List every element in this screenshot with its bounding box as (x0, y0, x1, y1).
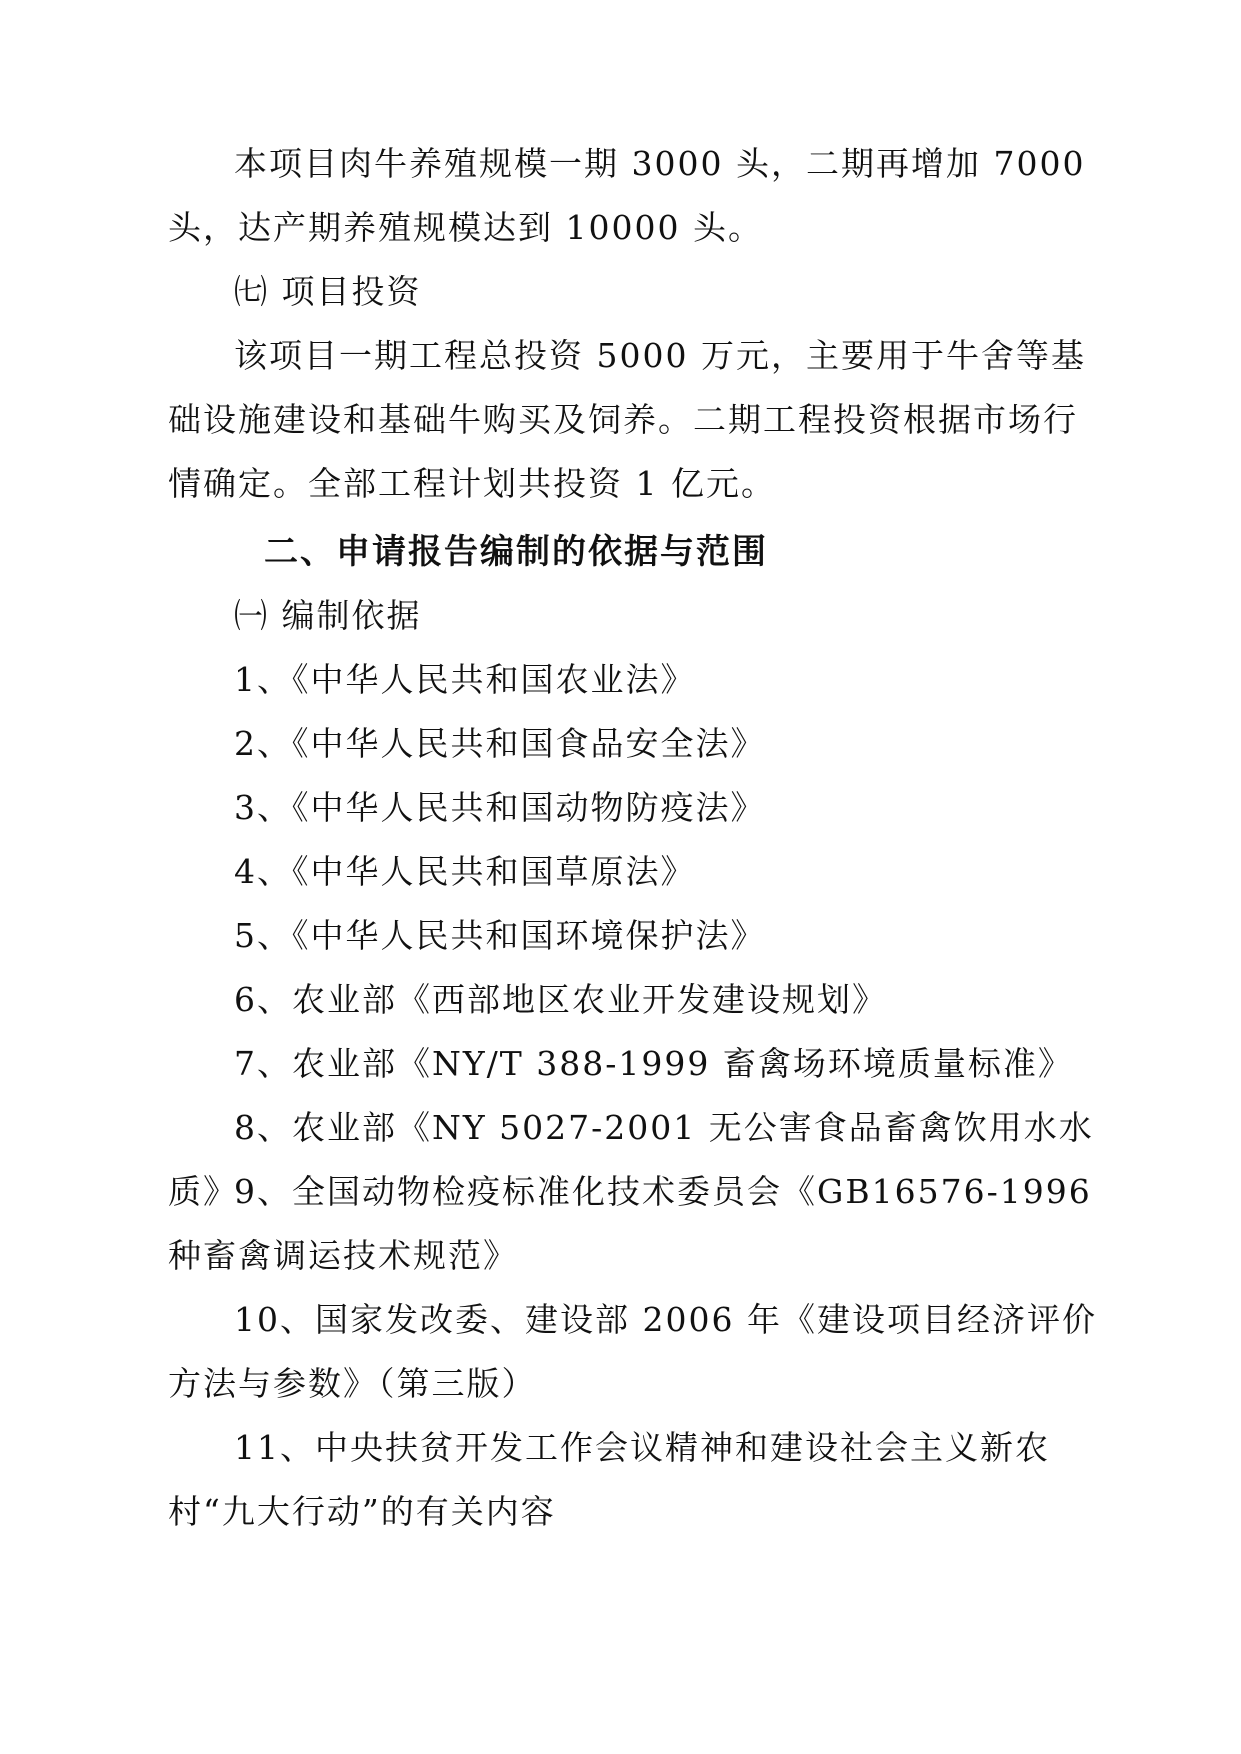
basis-item-5: 5、《中华人民共和国环境保护法》 (234, 916, 766, 955)
heading-investment: ㈦ 项目投资 (234, 272, 422, 311)
basis-item-4: 4、《中华人民共和国草原法》 (234, 852, 696, 891)
basis-item-2: 2、《中华人民共和国食品安全法》 (234, 724, 766, 763)
subsection-title: ㈠ 编制依据 (234, 596, 422, 635)
basis-item-1: 1、《中华人民共和国农业法》 (234, 660, 696, 699)
section-title: 二、申请报告编制的依据与范围 (264, 532, 768, 572)
paragraph-investment: 该项目一期工程总投资 5000 万元，主要用于牛舍等基础设施建设和基础牛购买及饲养。二期工程投资根据市场行情确定。全部工程计划共投资 1 亿元。 (168, 336, 1086, 503)
basis-item-11: 11、中央扶贫开发工作会议精神和建设社会主义新农村“九大行动”的有关内容 (168, 1428, 1050, 1531)
paragraph-scale: 本项目肉牛养殖规模一期 3000 头，二期再增加 7000 头，达产期养殖规模达到 10000 头。 (168, 144, 1086, 247)
basis-item-7: 7、农业部《NY/T 388-1999 畜禽场环境质量标准》 (234, 1044, 1073, 1083)
basis-item-10: 10、国家发改委、建设部 2006 年《建设项目经济评价方法与参数》（第三版） (168, 1300, 1097, 1403)
basis-item-3: 3、《中华人民共和国动物防疫法》 (234, 788, 766, 827)
basis-item-9: 9、全国动物检疫标准化技术委员会《GB16576-1996 种畜禽调运技术规范》 (168, 1172, 1092, 1275)
basis-item-8: 8、农业部《NY 5027-2001 无公害食品畜禽饮用水水质》 (168, 1108, 1094, 1211)
basis-item-6: 6、农业部《西部地区农业开发建设规划》 (234, 980, 887, 1019)
